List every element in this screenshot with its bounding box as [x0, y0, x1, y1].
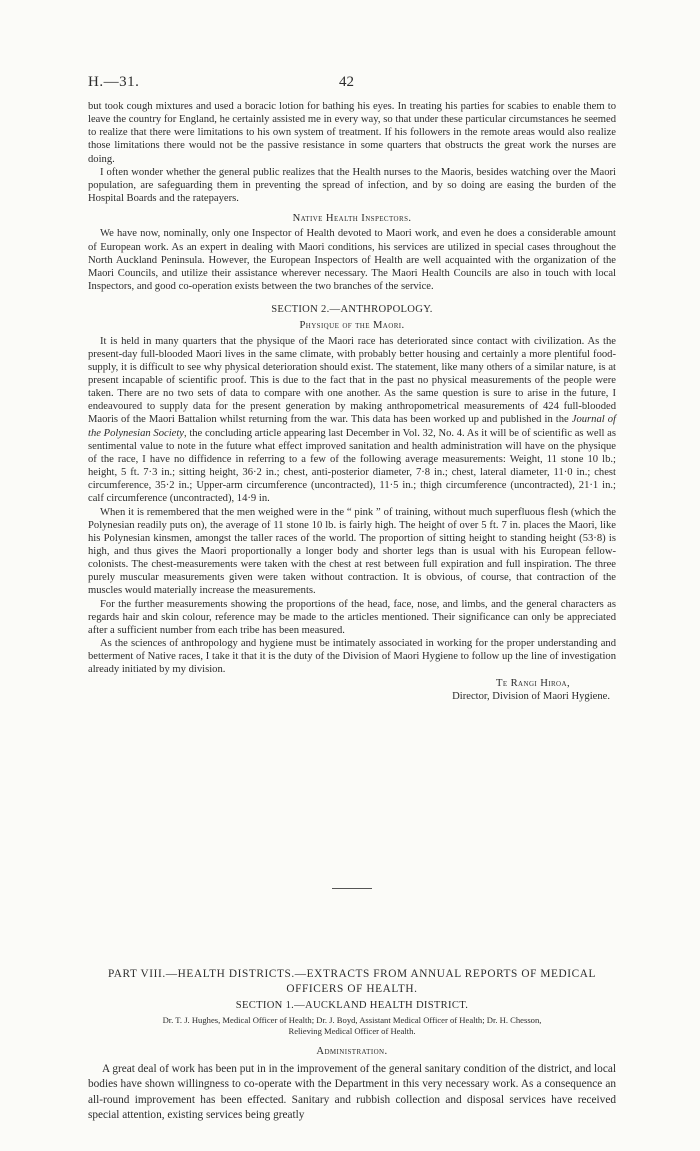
- physique-heading: Physique of the Maori.: [299, 320, 405, 332]
- page-number: 42: [339, 74, 354, 90]
- physique-paragraph-4: As the sciences of anthropology and hygiene must be intimately associated in working for the proper understanding and betterment of Native races, I take it that it is the duty of the Division of Maori Hygiene to follow up the line of investigation already initiated by my division.: [88, 638, 616, 676]
- part-eight-block: [88, 967, 616, 1124]
- administration-paragraph: A great deal of work has been put in in the improvement of the general sanitary condition of the district, and local bodies have shown willingness to co-operate with the Department in this very necessary work. As a consequence an all-round improvement has been effected. Sanitary and rubbish collection and disposal services have received special attention, existing services being greatly: [88, 1063, 616, 1122]
- report-body: [88, 100, 616, 703]
- physique-paragraph-2: When it is remembered that the men weighed were in the “ pink ” of training, without much superfluous flesh (which the Polynesian readily puts on), the average of 11 stone 10 lb. is fairly high. The height of over 5 ft. 7 in. places the Maori, like his Polynesian kinsmen, amongst the taller races of the world. The proportion of sitting height to standing height (53·8) is high, and thus gives the Maori proportionally a longer body and shorter legs than is usual with his European fellow-colonists. The chest-measurements were taken with the chest at rest between full expiration and full inspiration. The three purely muscular measurements given were taken without contraction. It is obvious, of course, that contraction of the muscles would materially increase the measurements.: [88, 506, 616, 597]
- anthropology-section-heading: SECTION 2.—ANTHROPOLOGY.: [271, 304, 433, 316]
- physique-paragraph-1: [88, 335, 616, 506]
- document-reference: H.—31.: [88, 74, 140, 90]
- administration-heading: Administration.: [316, 1046, 388, 1057]
- auckland-section-heading: SECTION 1.—AUCKLAND HEALTH DISTRICT.: [235, 1000, 469, 1011]
- section-divider: [332, 888, 372, 889]
- signature-name: Te Rangi Hiroa,: [495, 677, 570, 689]
- administration-text-block: [88, 1062, 616, 1124]
- intro-paragraph-1: but took cough mixtures and used a boracic lotion for bathing his eyes. In treating his parties for scabies to enable them to leave the country for England, he certainly assisted me in every way, so that under these particular circumstances he seemed to realize that there were limitations to his own system of treatment. If his followers in the remote areas would also realize those limitations there would not be the passive resistance in some quarters that obstructs the great work the nurses are doing.: [88, 101, 616, 165]
- physique-paragraph-3: For the further measurements showing the proportions of the head, face, nose, and limbs, and the general characters as regards hair and skin colour, reference may be made to the articles mentioned. Their significance can only be appreciated after a sufficient number from each tribe has been measured.: [88, 598, 616, 636]
- officers-line-1: Dr. T. J. Hughes, Medical Officer of Health; Dr. J. Boyd, Assistant Medical Officer of Health; Dr. H. Chesson,: [162, 1015, 542, 1025]
- physique-text-part-2: , the concluding article appearing last December in Vol. 32, No. 4. As it will be of scientific as well as sentimental value to note in the future what effect improved sanitation and health administration will have on the physique of the race, I have no diffidence in referring to a few of the following average measurements: Weight, 11 stone 10 lb.; height, 5 ft. 7·3 in.; sitting height, 36·2 in.; chest, anti-posterior diameter, 7·8 in.; chest, lateral diameter, 11·0 in.; chest circumference, 35·2 in.; Upper-arm circumference (uncontracted), 11·5 in.; thigh circumference (uncontracted), 21·1 in.; calf circumference (uncontracted), 14·9 in.: [88, 427, 616, 505]
- officers-line-2: Relieving Medical Officer of Health.: [288, 1026, 416, 1036]
- signature-title: Director, Division of Maori Hygiene.: [452, 690, 610, 702]
- journal-title: Journal of the Polynesian Society: [88, 414, 616, 439]
- native-health-inspectors-heading: Native Health Inspectors.: [292, 213, 412, 225]
- intro-paragraph-2: I often wonder whether the general public realizes that the Health nurses to the Maoris, besides watching over the Maori population, are safeguarding them in preventing the spread of infection, and by so doing are easing the burden of the Hospital Boards and the ratepayers.: [88, 166, 616, 205]
- part-eight-title-line-2: OFFICERS OF HEALTH.: [286, 983, 418, 995]
- inspectors-paragraph: We have now, nominally, only one Inspector of Health devoted to Maori work, and even he does a considerable amount of European work. As an expert in dealing with Maori conditions, his services are utilized in special cases throughout the North Auckland Peninsula. However, the European Inspectors of Health are well acquainted with the organization of the Maori Councils, and utilize their assistance wherever necessary. The Maori Health Councils are also in touch with local Inspectors, and good co-operation exists between the two branches of the service.: [88, 228, 616, 293]
- part-eight-title-line-1: PART VIII.—HEALTH DISTRICTS.—EXTRACTS FROM ANNUAL REPORTS OF MEDICAL: [107, 968, 597, 980]
- physique-text-part-1: It is held in many quarters that the physique of the Maori race has deteriorated since contact with civilization. As the present-day full-blooded Maori lives in the same climate, with probably better housing and certainly a more plentiful food-supply, it is difficult to see why physical deterioration should exist. The statement, like many others of a similar nature, is at present incapable of scientific proof. This is due to the fact that in the past no physical measurements of the people were taken. There are no two sets of data to compare with one another. As the same question is sure to arise in the future, I endeavoured to supply data for the present generation by making anthropometrical measurements of 424 full-blooded Maoris of the Maori Battalion whilst returning from the war. This data has been worked up and published in the: [88, 335, 616, 426]
